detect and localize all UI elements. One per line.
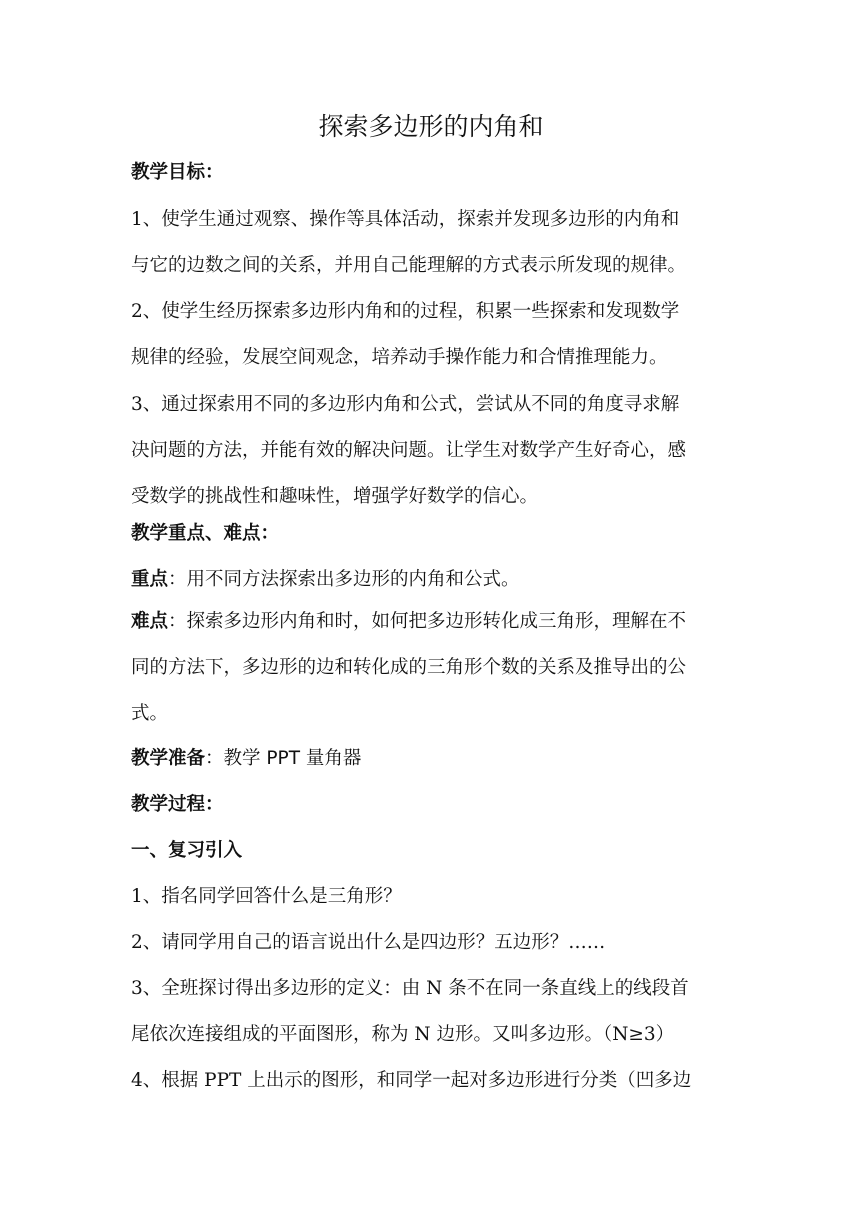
section-1-heading: 一、复习引入 [131,840,243,861]
key-points-heading: 教学重点、难点： [131,523,280,544]
step-4-line-1: 4、根据 PPT 上出示的图形，和同学一起对多边形进行分类（凹多边 [131,1070,692,1091]
objective-3-line-1: 3、通过探索用不同的多边形内角和公式，尝试从不同的角度寻求解 [131,394,680,415]
objective-3-line-3: 受数学的挑战性和趣味性，增强学好数学的信心。 [131,486,539,507]
difficulty-line-1 [131,607,731,637]
step-2: 2、请同学用自己的语言说出什么是四边形？五边形？…… [131,932,606,953]
objective-3-line-2: 决问题的方法，并能有效的解决问题。让学生对数学产生好奇心，感 [131,440,687,461]
preparation-label: 教学准备 [131,748,206,769]
objective-2-line-2: 规律的经验，发展空间观念，培养动手操作能力和合情推理能力。 [131,347,668,368]
focus-line [131,565,731,595]
objective-1-line-2: 与它的边数之间的关系，并用自己能理解的方式表示所发现的规律。 [131,255,687,276]
difficulty-text-1: ：探索多边形内角和时，如何把多边形转化成三角形，理解在不 [168,611,687,632]
preparation-line [131,744,731,774]
difficulty-line-2: 同的方法下，多边形的边和转化成的三角形个数的关系及推导出的公 [131,657,687,678]
focus-label: 重点 [131,569,169,590]
difficulty-label: 难点 [131,611,169,632]
objective-1-line-1: 1、使学生通过观察、操作等具体活动，探索并发现多边形的内角和 [131,209,680,230]
preparation-text: ：教学 PPT 量角器 [205,748,362,769]
step-3-line-1: 3、全班探讨得出多边形的定义：由 N 条不在同一条直线上的线段首 [131,978,689,999]
step-3-line-2: 尾依次连接组成的平面图形，称为 N 边形。又叫多边形。（N≥3） [131,1024,675,1045]
objectives-heading: 教学目标： [131,162,224,183]
process-heading: 教学过程： [131,794,224,815]
focus-text: ：用不同方法探索出多边形的内角和公式。 [168,569,520,590]
page-title: 探索多边形的内角和 [318,112,544,141]
difficulty-line-3: 式。 [131,703,169,724]
objective-2-line-1: 2、使学生经历探索多边形内角和的过程，积累一些探索和发现数学 [131,301,680,322]
step-1: 1、指名同学回答什么是三角形？ [131,886,402,907]
